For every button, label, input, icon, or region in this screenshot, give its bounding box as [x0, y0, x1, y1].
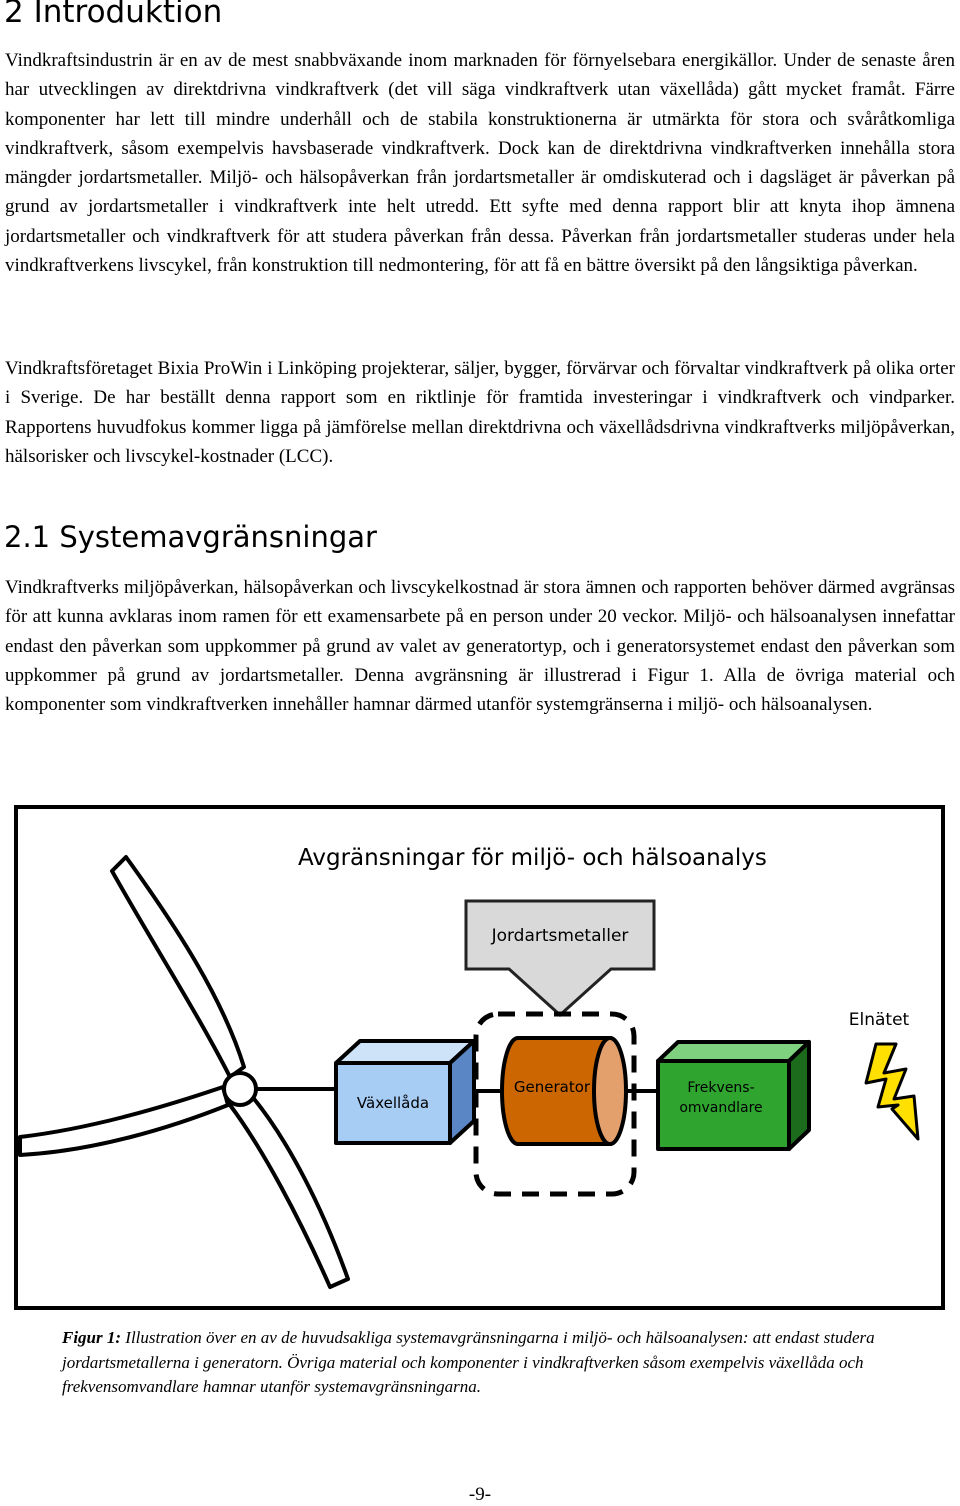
section-heading: 2 Introduktion [4, 0, 223, 30]
figure-caption [62, 1326, 902, 1400]
figure-frame [14, 805, 945, 1310]
gearbox-block [336, 1041, 474, 1143]
converter-label-line2: omvandlare [679, 1100, 763, 1116]
rotor-hub [224, 1073, 256, 1105]
converter-top [658, 1042, 809, 1061]
figure-caption-label: Figur 1: [62, 1328, 122, 1347]
intro-paragraph-2: Vindkraftsföretaget Bixia ProWin i Linköping projekterar, säljer, bygger, förvärvar och förvaltar vindkraftverk på olika orter i Sverige. De har beställt denna rapport som en riktlinje för framtida investeringar i vindkraftverk och vindparker. Rapportens huvudfokus kommer ligga på jämförelse mellan direktdrivna och växellådsdrivna vindkraftverks miljöpåverkan, hälsorisker och livscykel-kostnader (LCC). [5, 358, 955, 467]
rare-earth-callout-arrow [466, 901, 654, 1015]
converter-side [789, 1042, 809, 1149]
grid-label: Elnätet [848, 1010, 910, 1030]
intro-paragraph-1: Vindkraftsindustrin är en av de mest snabbväxande inom marknaden för förnyelsebara energikällor. Under de senaste åren har utvecklingen av direktdrivna vindkraftverk (det vill säga vindkraftverk utan växellåda) gått mycket framåt. Färre komponenter har lett till mindre underhåll och de stabila konstruktionerna är utmärkta för stora och svåråtkomliga vindkraftverk, såsom exempelvis havsbaserade vindkraftverk. Dock kan de direktdrivna vindkraftverken innehålla stora mängder jordartsmetaller. Miljö- och hälsopåverkan från jordartsmetaller är omdiskuterad och i dagsläget är påverkan på grund av jordartsmetaller i vindkraftverk inte helt utredd. Ett syfte med denna rapport blir att knyta ihop ämnena jordartsmetaller och vindkraftverk för att studera påverkan från dessa. Påverkan från jordartsmetaller studeras under hela vindkraftverkens livscykel, från konstruktion till nedmontering, för att få en bättre översikt på den långsiktiga påverkan. [5, 50, 955, 277]
gearbox-label: Växellåda [356, 1094, 430, 1112]
wind-turbine-rotor [20, 857, 348, 1287]
page-number: -9- [468, 1484, 492, 1505]
lightning-bolt-icon [866, 1044, 918, 1139]
subsection-paragraph: Vindkraftverks miljöpåverkan, hälsopåverkan och livscykelkostnad är stora ämnen och rapporten behöver därmed avgränsas för att kunna avklaras inom ramen för ett examensarbete på en person under 20 veckor. Miljö- och hälsoanalysen innefattar endast den påverkan som uppkommer på grund av valet av generatortyp, och i generatorsystemet endast den påverkan som uppkommer på grund av jordartsmetaller. Denna avgränsning är illustrerad i Figur 1. Alla de övriga material och komponenter som vindkraftverken innehåller hamnar därmed utanför systemgränserna i miljö- och hälsoanalysen. [5, 577, 955, 716]
rare-earth-label: Jordartsmetaller [491, 926, 629, 946]
converter-label-line1: Frekvens- [687, 1080, 755, 1096]
generator-label: Generator [513, 1078, 591, 1096]
figure-title: Avgränsningar för miljö- och hälsoanalys [298, 845, 767, 871]
subsection-heading: 2.1 Systemavgränsningar [4, 520, 377, 554]
generator-end [594, 1038, 626, 1144]
system-boundary-diagram [18, 809, 941, 1306]
figure-caption-text: Illustration över en av de huvudsakliga systemavgränsningarna i miljö- och hälsoanalysen: att endast studera jordartsmetallerna i generatorn. Övriga material och komponenter i vindkraftverken såsom exempelvis växellåda och frekvensomvandlare hamnar utanför systemavgränsningarna. [62, 1328, 875, 1396]
